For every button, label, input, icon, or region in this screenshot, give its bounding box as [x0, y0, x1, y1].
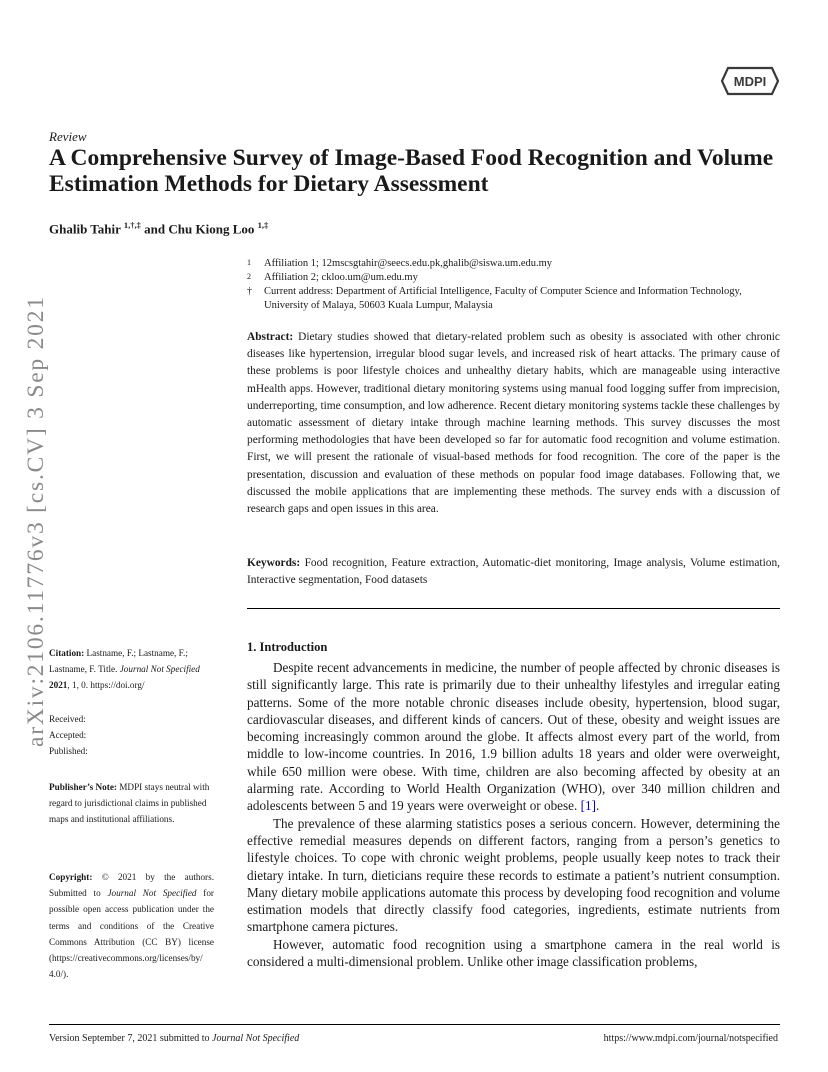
- article-type: Review: [49, 129, 87, 144]
- keywords: [247, 555, 780, 589]
- received-label: Received:: [49, 714, 86, 724]
- affiliation-mark: †: [247, 286, 252, 297]
- citation-doi[interactable]: , 1, 0. https://doi.org/: [67, 680, 145, 691]
- footer-version: [49, 1033, 299, 1044]
- dates-block: [49, 711, 214, 760]
- published-label: Published:: [49, 746, 88, 757]
- affiliation-item: [247, 257, 787, 271]
- publisher-note-text: MDPI stays neutral with regard to jurisdictional claims in published maps and institutional affiliations.: [49, 782, 210, 825]
- footer-journal: Journal Not Specified: [212, 1033, 300, 1044]
- section-divider: [247, 608, 780, 609]
- paragraph-end: .: [595, 798, 600, 814]
- mdpi-logo: [720, 66, 780, 96]
- body-text: [247, 659, 780, 970]
- affiliation-item: [247, 271, 787, 285]
- citation-block: [49, 645, 214, 694]
- paragraph-text: Despite recent advancements in medicine, the number of people affected by chronic diseases is still significantly large. This rate is primarily due to their unhealthy lifestyles and irregular eating patterns. Some of the more notable chronic diseases include obesity, hypertension, blood sugar, cardiovascular diseases, and different kinds of cancers. Out of these, obesity and weight issues are becoming increasingly common around the globe. It affects almost every part of the world, from middle to low-income countries. In 2016, 1.9 billion adults 18 years and older were overweight, while 650 million were obese. With time, children are also becoming affected by obesity at an alarming rate. According to World Health Organization (WHO), over 340 million children and adolescents between 5 and 19 years were overweight or obese.: [247, 660, 780, 814]
- logo-text: MDPI: [733, 74, 767, 89]
- paragraph: [247, 659, 780, 815]
- author-superscript: 1,‡: [257, 220, 269, 230]
- arxiv-stamp-text: arXiv:2106.11776v3 [cs.CV] 3 Sep 2021: [23, 297, 49, 747]
- publisher-note: [49, 779, 214, 828]
- abstract-text: Dietary studies showed that dietary-related problem such as obesity is associated with other chronic diseases like hypertension, irregular blood sugar levels, and increased risk of heart attacks. The primary cause of these problems is poor lifestyle choices and unhealthy dietary habits, which are manageable using interactive mHealth apps. However, traditional dietary monitoring systems using manual food logging suffer from imprecision, underreporting, time consumption, and low adherence. Recent dietary monitoring systems tackle these challenges by automatic assessment of dietary intake through machine learning methods. This survey discusses the most performing methodologies that have been developed so far for automatic food recognition and volume estimation. First, we will present the rationale of visual-based methods for food recognition. The core of the paper is the presentation, discussion and evaluation of these methods on popular food image databases. Following that, we discussed the mobile applications that are implementing these methods. The survey ends with a discussion of research gaps and open issues in this area.: [247, 331, 780, 516]
- author-connector: and: [140, 221, 169, 237]
- copyright-text: © 2021 by the authors. Submitted to: [49, 872, 214, 899]
- keywords-text: Food recognition, Feature extraction, Automatic-diet monitoring, Image analysis, Volume estimation, Interactive segmentation, Food datasets: [247, 557, 780, 587]
- keywords-label: Keywords:: [247, 557, 301, 569]
- citation-year: 2021: [49, 680, 68, 691]
- affiliation-text: Current address: Department of Artificial Intelligence, Faculty of Computer Science and Information Technology, University of Malaya, 50603 Kuala Lumpur, Malaysia: [264, 286, 742, 311]
- affiliations: [247, 257, 787, 313]
- copyright-journal: Journal Not Specified: [107, 888, 197, 899]
- affiliation-text: Affiliation 2; ckloo.um@um.edu.my: [264, 272, 418, 283]
- publisher-note-label: Publisher’s Note:: [49, 782, 117, 792]
- footer-version-text: Version September 7, 2021 submitted to: [49, 1033, 213, 1044]
- abstract-label: Abstract:: [247, 331, 294, 343]
- citation-text: Lastname, F.; Lastname, F.; Lastname, F. Title.: [49, 648, 188, 675]
- affiliation-text: Affiliation 1; 12mscsgtahir@seecs.edu.pk,ghalib@siswa.um.edu.my: [264, 258, 553, 269]
- copyright-label: Copyright:: [49, 872, 93, 882]
- author-list: [49, 220, 268, 237]
- author-superscript: 1,†,‡: [123, 220, 141, 230]
- affiliation-item: [247, 285, 787, 313]
- copyright-block: [49, 869, 214, 982]
- affiliation-mark: 1: [247, 258, 251, 267]
- footer-divider: [49, 1024, 780, 1025]
- section-heading: 1. Introduction: [247, 640, 328, 654]
- paper-title: A Comprehensive Survey of Image-Based Food Recognition and Volume Estimation Methods for Dietary Assessment: [49, 145, 774, 197]
- affiliation-mark: 2: [247, 272, 251, 281]
- accepted-label: Accepted:: [49, 730, 87, 741]
- author-name: Chu Kiong Loo: [168, 221, 255, 237]
- citation-label: Citation:: [49, 648, 85, 658]
- author-name: Ghalib Tahir: [49, 221, 121, 237]
- footer-url[interactable]: https://www.mdpi.com/journal/notspecified: [603, 1033, 778, 1044]
- arxiv-stamp: [23, 292, 49, 752]
- paragraph: The prevalence of these alarming statistics poses a serious concern. However, determining the effective remedial measures depends on different factors, ranging from a person’s genetics to lifestyle choices. To cope with chronic weight problems, people usually keep notes to track their dietary intake. In turn, dieticians require these records to estimate a patient’s nutrient consumption. Many dietary mobile applications automate this process by developing food recognition and volume estimation models that directly classify food categories, ingredients, estimate nutrients from smartphone camera pictures.: [247, 815, 780, 935]
- citation-journal: Journal Not Specified: [119, 664, 200, 675]
- paragraph: However, automatic food recognition using a smartphone camera in the real world is considered a multi-dimensional problem. Unlike other image classification problems,: [247, 936, 780, 970]
- citation-link[interactable]: [1]: [580, 798, 596, 814]
- abstract: [247, 329, 780, 518]
- copyright-license: for possible open access publication under the terms and conditions of the Creative Commons Attribution (CC BY) license (https://creativecommons.org/licenses/by/ 4.0/).: [49, 888, 214, 980]
